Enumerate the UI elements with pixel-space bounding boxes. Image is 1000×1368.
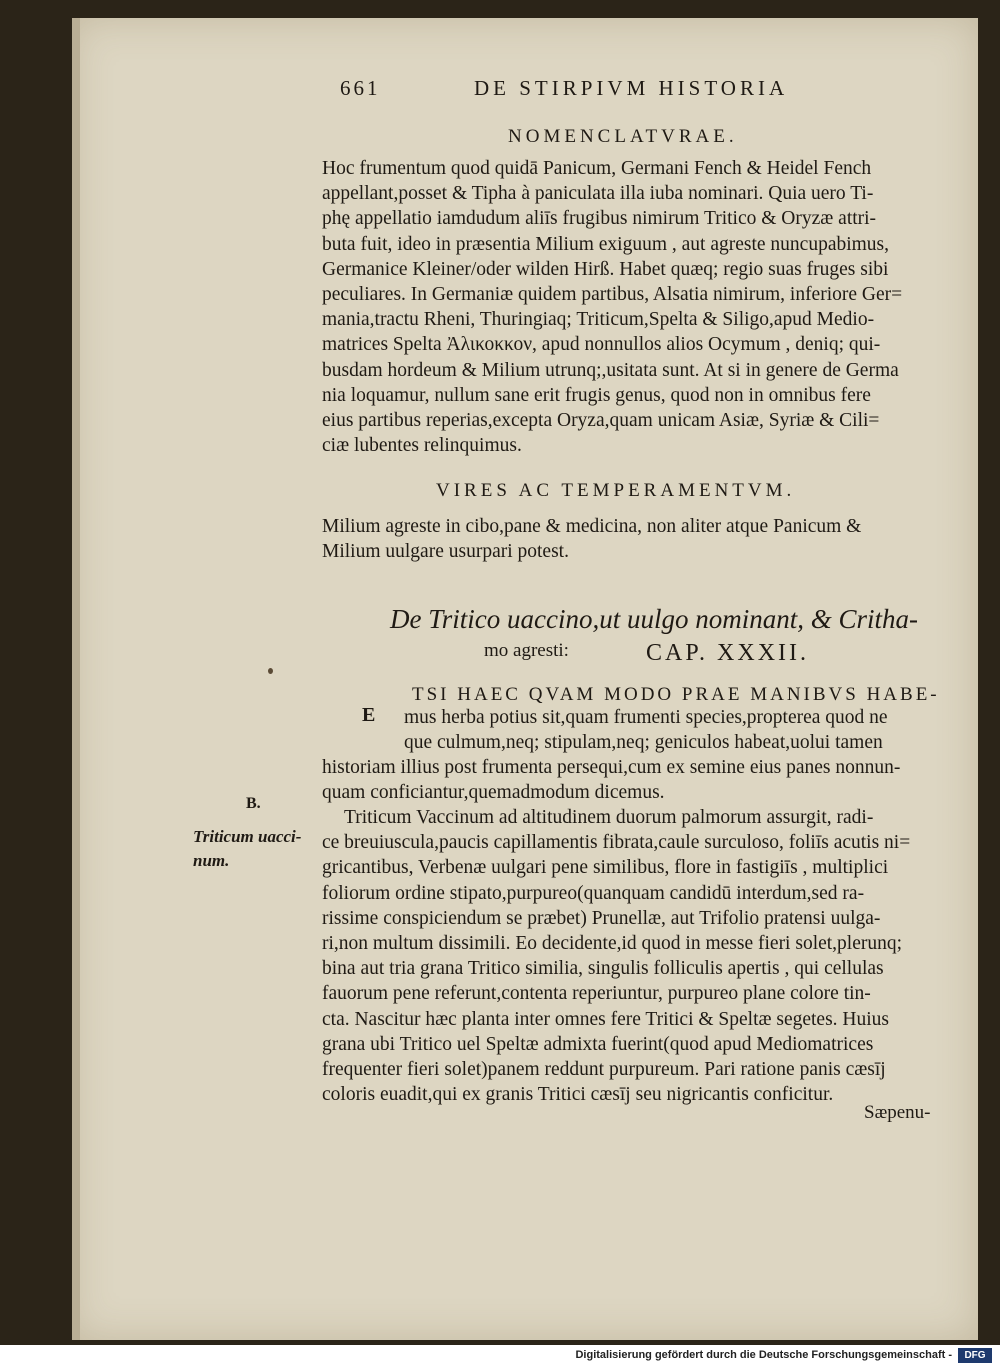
footer-bar <box>0 1345 1000 1368</box>
text-line: ri,non multum dissimili. Eo decidente,id quod in messe fieri solet,plerunq; <box>322 933 903 955</box>
chapter-title: De Tritico uaccino,ut uulgo nominant, & Critha- <box>390 604 918 634</box>
text-line: rissime conspiciendum se præbet) Prunellæ, aut Trifolio pratensi uulga- <box>322 907 881 929</box>
text-line: phę appellatio iamdudum aliīs frugibus nimirum Tritico & Oryzæ attri- <box>322 208 877 230</box>
text-line: Germanice Kleiner/oder wilden Hirß. Habet quæq; regio suas fruges sibi <box>322 258 889 280</box>
text-line: Milium agreste in cibo,pane & medicina, non aliter atque Panicum & <box>322 516 862 537</box>
text-line: busdam hordeum & Milium utrunq;,usitata sunt. At si in genere de Germa <box>322 359 899 381</box>
section-heading-vires: VIRES AC TEMPERAMENTVM. <box>436 480 796 501</box>
text-line: grana ubi Tritico uel Speltæ admixta fuerint(quod apud Mediomatrices <box>322 1033 874 1055</box>
text-line: Triticum Vaccinum ad altitudinem duorum palmorum assurgit, radi- <box>344 807 874 828</box>
text-line: foliorum ordine stipato,purpureo(quanquam candidū interdum,sed ra- <box>322 882 865 904</box>
text-line: que culmum,neq; stipulam,neq; geniculos habeat,uolui tamen <box>404 732 883 754</box>
text-line: Hoc frumentum quod quidā Panicum, Germani Fench & Heidel Fench <box>322 158 872 179</box>
text-line: mus herba potius sit,quam frumenti species,propterea quod ne <box>404 707 888 728</box>
section-heading-nomenclature: NOMENCLATVRAE. <box>508 126 738 147</box>
running-title: DE STIRPIVM HISTORIA <box>474 76 789 100</box>
chapter-paragraph-1 <box>404 705 974 755</box>
text-line: matrices Spelta Ἀλικοκκον, apud nonnullos alios Ocymum , deniq; qui- <box>322 334 881 356</box>
text-line: fauorum pene referunt,contenta reperiuntur, purpureo plane colore tin- <box>322 983 871 1005</box>
section1-paragraph <box>322 156 974 458</box>
text-line: eius partibus reperias,excepta Oryza,quam unicam Asiæ, Syriæ & Cili= <box>322 410 880 432</box>
text-line: coloris euadit,qui ex granis Tritici cæsīj seu nigricantis conficitur. <box>322 1084 834 1106</box>
footer-credit: Digitalisierung gefördert durch die Deutsche Forschungsgemeinschaft - <box>575 1349 952 1361</box>
text-line: peculiares. In Germaniæ quidem partibus, Alsatia nimirum, inferiore Ger= <box>322 284 903 306</box>
text-line: quam conficiantur,quemadmodum dicemus. <box>322 782 665 804</box>
margin-letter: B. <box>246 795 261 812</box>
text-line: Milium uulgare usurpari potest. <box>322 541 569 563</box>
text-line: mania,tractu Rheni, Thuringiaq; Triticum,Spelta & Siligo,apud Medio- <box>322 309 875 331</box>
text-line: frequenter fieri solet)panem reddunt purpureum. Pari ratione panis cæsīj <box>322 1059 886 1081</box>
text-line: historiam illius post frumenta persequi,cum ex semine eius panes nonnun- <box>322 757 901 778</box>
text-line: nia loquamur, nullum sane erit frugis genus, quod non in omnibus fere <box>322 384 871 406</box>
initial-letter: E <box>362 704 376 726</box>
chapter-title-line2: mo agresti: <box>484 640 569 661</box>
chapter-paragraph-1-cont <box>322 755 974 805</box>
chapter-opening-capitals: TSI HAEC QVAM MODO PRAE MANIBVS HABE- <box>412 684 940 705</box>
page-gutter-edge <box>72 18 80 1340</box>
catchword: Sæpenu- <box>864 1102 931 1123</box>
text-line: buta fuit, ideo in præsentia Milium exiguum , aut agreste nuncupabimus, <box>322 233 890 255</box>
text-line: bina aut tria grana Tritico similia, singulis folliculis apertis , qui cellulas <box>322 958 884 980</box>
chapter-paragraph-2 <box>322 805 974 1107</box>
text-line: gricantibus, Verbenæ uulgari pene similibus, flore in fastigiīs , multiplici <box>322 857 889 879</box>
margin-note: Triticum uacci- num. <box>193 827 302 870</box>
text-line: cta. Nascitur hæc planta inter omnes fere Tritici & Speltæ segetes. Huius <box>322 1008 890 1030</box>
text-line: ce breuiuscula,paucis capillamentis fibrata,caule surculoso, foliīs acutis ni= <box>322 832 911 854</box>
text-line: appellant,posset & Tipha à paniculata illa iuba nominari. Quia uero Ti- <box>322 183 874 205</box>
page-number: 661 <box>340 76 381 100</box>
ink-spot <box>268 668 273 674</box>
chapter-number: CAP. XXXII. <box>646 640 810 666</box>
section2-paragraph <box>322 514 974 564</box>
running-head <box>340 76 860 100</box>
dfg-logo: DFG <box>958 1348 992 1363</box>
text-line: ciæ lubentes relinquimus. <box>322 435 522 457</box>
